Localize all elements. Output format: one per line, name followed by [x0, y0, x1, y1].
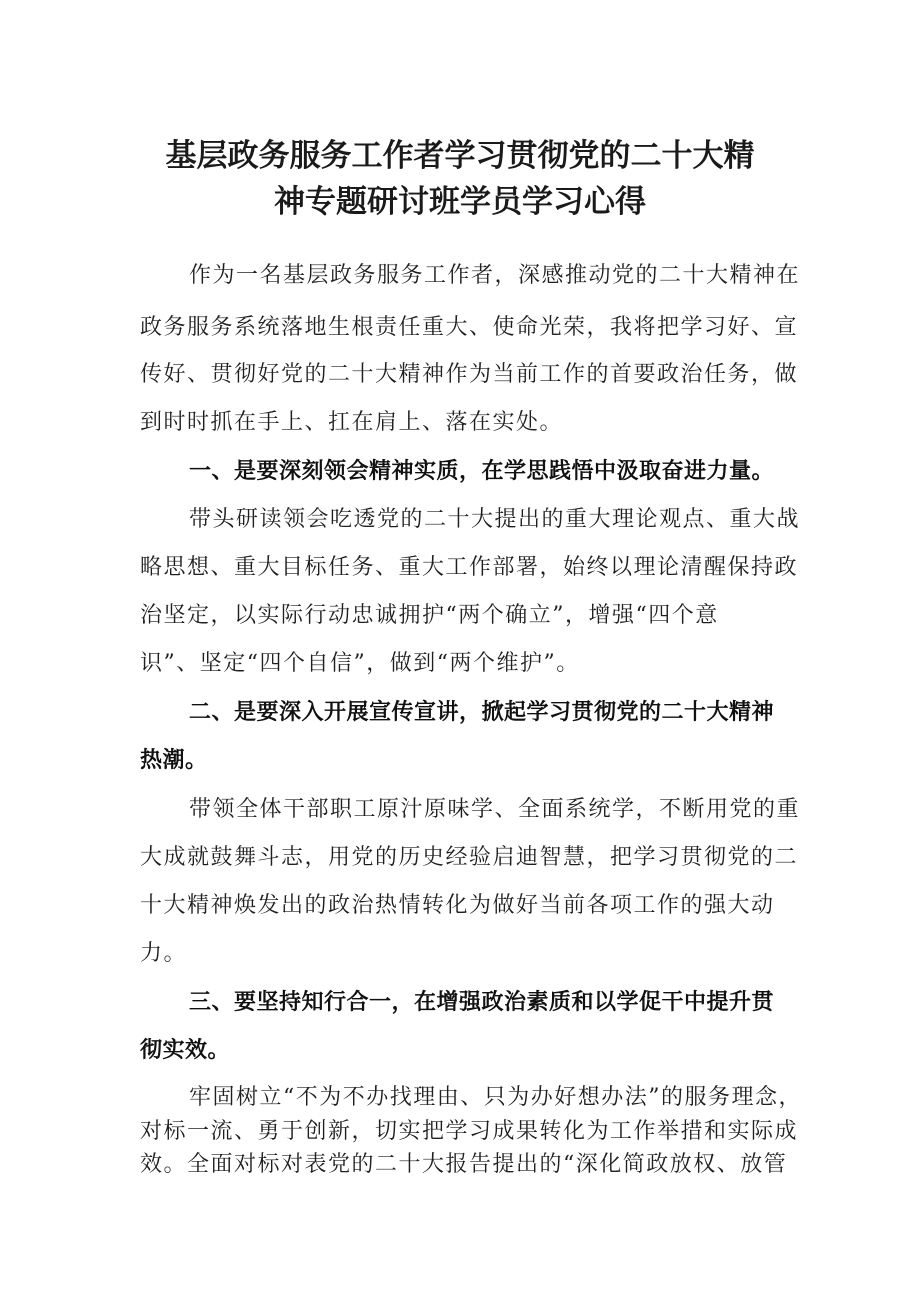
intro-paragraph-line: 作为一名基层政务服务工作者，深感推动党的二十大精神在 [189, 263, 801, 288]
intro-paragraph-line: 政务服务系统落地生根责任重大、使命光荣，我将把学习好、宣 [140, 315, 799, 340]
section-1-body-line: 治坚定，以实际行动忠诚拥护“两个确立”，增强“四个意 [140, 603, 719, 628]
section-1-body-line: 略思想、重大目标任务、重大工作部署，始终以理论清醒保持政 [140, 555, 799, 580]
section-1-body-line: 识”、坚定“四个自信”，做到“两个维护”。 [140, 651, 580, 676]
section-1-body-line: 带头研读领会吃透党的二十大提出的重大理论观点、重大战 [189, 507, 801, 532]
section-2-body-line: 带领全体干部职工原汁原味学、全面系统学，不断用党的重 [189, 797, 801, 822]
section-2-body-line: 十大精神焕发出的政治热情转化为做好当前各项工作的强大动 [140, 893, 775, 918]
section-3-body-line: 牢固树立“不为不办找理由、只为办好想办法”的服务理念， [189, 1085, 802, 1110]
section-3-body-line: 对标一流、勇于创新，切实把学习成果转化为工作举措和实际成 [140, 1119, 799, 1144]
section-3-heading-cont: 彻实效。 [140, 1038, 231, 1063]
section-3-body-line: 效。全面对标对表党的二十大报告提出的“深化简政放权、放管 [140, 1152, 788, 1177]
document-title-line-2: 神专题研讨班学员学习心得 [274, 184, 646, 220]
intro-paragraph-line: 到时时抓在手上、扛在肩上、落在实处。 [140, 410, 564, 435]
section-2-heading-cont: 热潮。 [140, 748, 208, 773]
section-2-heading: 二、是要深入开展宣传宣讲，掀起学习贯彻党的二十大精神 [189, 700, 775, 725]
document-title-line-1: 基层政务服务工作者学习贯彻党的二十大精 [165, 138, 755, 174]
intro-paragraph-line: 传好、贯彻好党的二十大精神作为当前工作的首要政治任务，做 [140, 362, 799, 387]
section-2-body-line: 力。 [140, 941, 188, 966]
section-3-heading: 三、要坚持知行合一，在增强政治素质和以学促干中提升贯 [189, 990, 775, 1015]
section-1-heading: 一、是要深刻领会精神实质，在学思践悟中汲取奋进力量。 [189, 459, 775, 484]
section-2-body-line: 大成就鼓舞斗志，用党的历史经验启迪智慧，把学习贯彻党的二 [140, 845, 799, 870]
